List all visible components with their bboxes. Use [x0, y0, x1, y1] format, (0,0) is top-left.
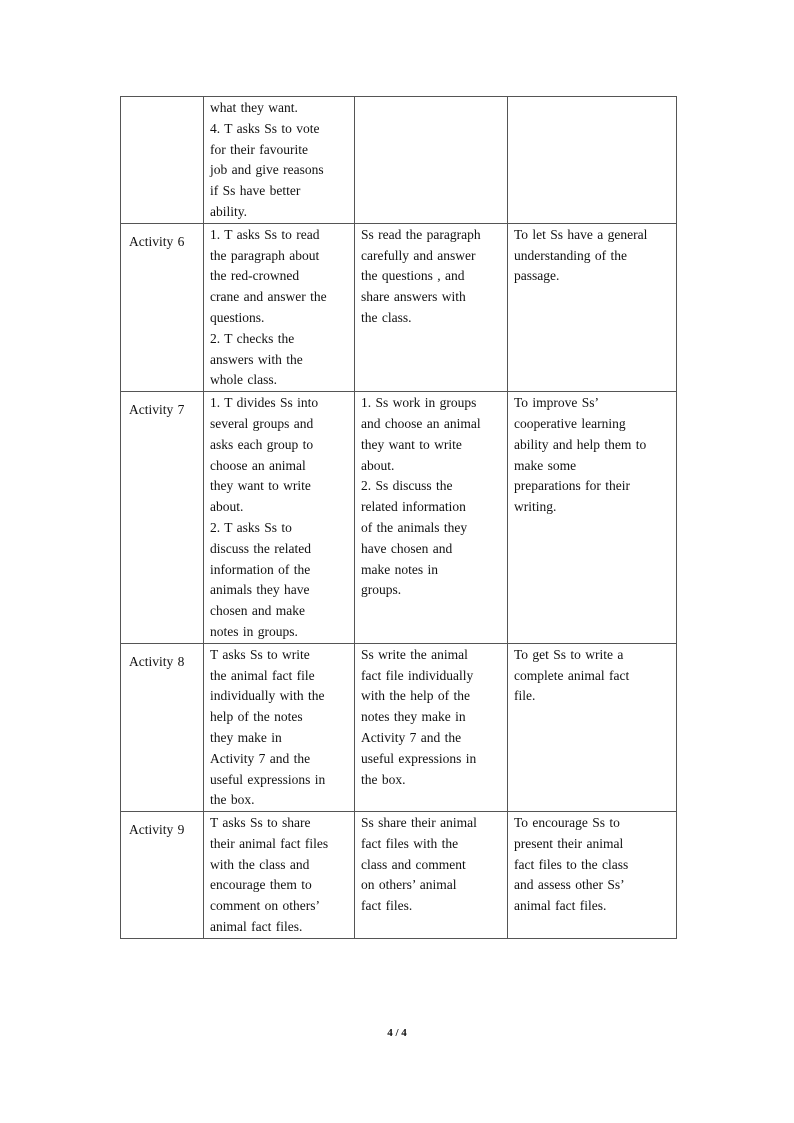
- table-row: [121, 97, 677, 224]
- teacher-activity-cell: T asks Ss to write the animal fact file individually with the help of the notes they make in Activity 7 and the useful expressions in the box.: [204, 643, 355, 811]
- purpose-cell: To encourage Ss to present their animal fact files to the class and assess other Ss’ animal fact files.: [508, 812, 677, 939]
- student-activity-cell: Ss read the paragraph carefully and answer the questions , and share answers with the class.: [355, 223, 508, 391]
- student-activity-cell: Ss write the animal fact file individually with the help of the notes they make in Activity 7 and the useful expressions in the box.: [355, 643, 508, 811]
- table-row: [121, 392, 677, 644]
- lesson-plan-table: [120, 96, 677, 939]
- purpose-cell: To improve Ss’ cooperative learning ability and help them to make some preparations for their writing.: [508, 392, 677, 644]
- table-row: [121, 223, 677, 391]
- teacher-activity-cell: 1. T asks Ss to read the paragraph about the red-crowned crane and answer the questions. 2. T checks the answers with the whole class.: [204, 223, 355, 391]
- teacher-activity-cell: T asks Ss to share their animal fact files with the class and encourage them to comment on others’ animal fact files.: [204, 812, 355, 939]
- student-activity-cell: Ss share their animal fact files with the class and comment on others’ animal fact files.: [355, 812, 508, 939]
- teacher-activity-cell: 1. T divides Ss into several groups and asks each group to choose an animal they want to write about. 2. T asks Ss to discuss the related information of the animals they have chosen and make notes in groups.: [204, 392, 355, 644]
- table-row: [121, 643, 677, 811]
- purpose-cell: To let Ss have a general understanding of the passage.: [508, 223, 677, 391]
- student-activity-cell: [355, 97, 508, 224]
- student-activity-cell: 1. Ss work in groups and choose an animal they want to write about. 2. Ss discuss the related information of the animals they have chosen and make notes in groups.: [355, 392, 508, 644]
- activity-label-cell: Activity 6: [121, 223, 204, 391]
- table-row: [121, 812, 677, 939]
- activity-label-cell: Activity 7: [121, 392, 204, 644]
- page-number: 4 / 4: [387, 1027, 407, 1039]
- activity-label-cell: Activity 8: [121, 643, 204, 811]
- purpose-cell: To get Ss to write a complete animal fact file.: [508, 643, 677, 811]
- teacher-activity-cell: what they want. 4. T asks Ss to vote for their favourite job and give reasons if Ss have better ability.: [204, 97, 355, 224]
- activity-label-cell: [121, 97, 204, 224]
- activity-label-cell: Activity 9: [121, 812, 204, 939]
- purpose-cell: [508, 97, 677, 224]
